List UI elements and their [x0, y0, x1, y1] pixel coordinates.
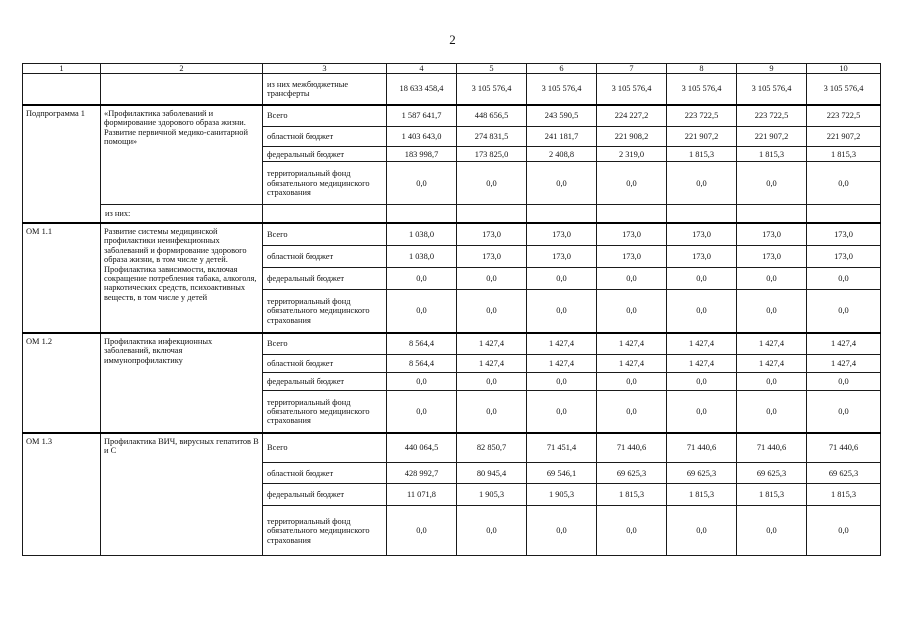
value-cell: 0,0	[387, 162, 457, 205]
value-cell: 69 625,3	[667, 463, 737, 484]
value-cell: 80 945,4	[457, 463, 527, 484]
funding-source-cell: Всего	[263, 333, 387, 355]
value-cell: 1 403 643,0	[387, 127, 457, 147]
value-cell: 8 564,4	[387, 333, 457, 355]
value-cell: 221 907,2	[807, 127, 881, 147]
value-cell: 69 546,1	[527, 463, 597, 484]
program-code-cell	[23, 74, 101, 105]
value-cell: 1 427,4	[527, 333, 597, 355]
empty-cell	[457, 205, 527, 223]
column-header: 8	[667, 64, 737, 74]
value-cell: 0,0	[667, 506, 737, 556]
value-cell: 1 815,3	[737, 484, 807, 506]
value-cell: 173,0	[457, 246, 527, 268]
value-cell: 223 722,5	[737, 105, 807, 127]
value-cell: 69 625,3	[597, 463, 667, 484]
value-cell: 1 427,4	[667, 333, 737, 355]
value-cell: 71 440,6	[807, 433, 881, 463]
value-cell: 1 427,4	[807, 355, 881, 373]
table-row	[23, 223, 881, 246]
value-cell: 3 105 576,4	[457, 74, 527, 105]
value-cell: 243 590,5	[527, 105, 597, 127]
column-header: 5	[457, 64, 527, 74]
value-cell: 1 815,3	[737, 147, 807, 162]
funding-source-cell: областной бюджет	[263, 127, 387, 147]
value-cell: 223 722,5	[667, 105, 737, 127]
value-cell: 0,0	[807, 268, 881, 290]
funding-source-cell: областной бюджет	[263, 246, 387, 268]
value-cell: 221 907,2	[667, 127, 737, 147]
program-name-cell: Развитие системы медицинской профилактики неинфекционных заболеваний и формирование здорового образа жизни, в том числе у детей. Профилактика зависимости, включая сокращение потребления табака, алкоголя, наркотических средств, психоактивных веществ, в том числе у детей	[101, 223, 263, 333]
value-cell: 1 815,3	[667, 484, 737, 506]
funding-source-cell: из них межбюджетные трансферты	[263, 74, 387, 105]
value-cell: 1 905,3	[457, 484, 527, 506]
subitems-label-row	[23, 205, 881, 223]
value-cell: 0,0	[527, 162, 597, 205]
value-cell: 0,0	[457, 373, 527, 391]
value-cell: 173,0	[527, 246, 597, 268]
value-cell: 0,0	[597, 162, 667, 205]
value-cell: 1 427,4	[807, 333, 881, 355]
program-code-cell: ОМ 1.1	[23, 223, 101, 333]
value-cell: 3 105 576,4	[807, 74, 881, 105]
column-header: 4	[387, 64, 457, 74]
value-cell: 3 105 576,4	[737, 74, 807, 105]
column-header: 1	[23, 64, 101, 74]
column-header: 6	[527, 64, 597, 74]
value-cell: 8 564,4	[387, 355, 457, 373]
funding-source-cell: Всего	[263, 433, 387, 463]
value-cell: 183 998,7	[387, 147, 457, 162]
value-cell: 82 850,7	[457, 433, 527, 463]
value-cell: 0,0	[807, 373, 881, 391]
table-row	[23, 433, 881, 463]
value-cell: 0,0	[737, 506, 807, 556]
program-code-cell: Подпрограмма 1	[23, 105, 101, 223]
value-cell: 0,0	[597, 290, 667, 333]
value-cell: 173,0	[667, 246, 737, 268]
value-cell: 173,0	[597, 223, 667, 246]
value-cell: 274 831,5	[457, 127, 527, 147]
value-cell: 428 992,7	[387, 463, 457, 484]
value-cell: 221 908,2	[597, 127, 667, 147]
value-cell: 0,0	[807, 162, 881, 205]
value-cell: 1 427,4	[457, 355, 527, 373]
value-cell: 0,0	[737, 268, 807, 290]
empty-cell	[263, 205, 387, 223]
page-number: 2	[449, 32, 456, 47]
value-cell: 0,0	[737, 373, 807, 391]
funding-source-cell: Всего	[263, 105, 387, 127]
value-cell: 11 071,8	[387, 484, 457, 506]
value-cell: 2 319,0	[597, 147, 667, 162]
value-cell: 1 815,3	[667, 147, 737, 162]
value-cell: 0,0	[527, 506, 597, 556]
value-cell: 1 905,3	[527, 484, 597, 506]
funding-source-cell: федеральный бюджет	[263, 268, 387, 290]
value-cell: 440 064,5	[387, 433, 457, 463]
value-cell: 1 427,4	[597, 355, 667, 373]
value-cell: 1 427,4	[457, 333, 527, 355]
empty-cell	[667, 205, 737, 223]
value-cell: 0,0	[807, 506, 881, 556]
empty-cell	[597, 205, 667, 223]
value-cell: 0,0	[597, 506, 667, 556]
program-code-cell: ОМ 1.3	[23, 433, 101, 556]
value-cell: 0,0	[597, 391, 667, 433]
column-header-row	[23, 64, 881, 74]
empty-cell	[527, 205, 597, 223]
value-cell: 0,0	[807, 290, 881, 333]
value-cell: 448 656,5	[457, 105, 527, 127]
value-cell: 71 440,6	[667, 433, 737, 463]
value-cell: 1 427,4	[527, 355, 597, 373]
column-header: 7	[597, 64, 667, 74]
value-cell: 173,0	[807, 246, 881, 268]
value-cell: 0,0	[387, 506, 457, 556]
empty-cell	[807, 205, 881, 223]
value-cell: 69 625,3	[807, 463, 881, 484]
funding-source-cell: федеральный бюджет	[263, 484, 387, 506]
value-cell: 0,0	[597, 268, 667, 290]
value-cell: 1 038,0	[387, 246, 457, 268]
value-cell: 0,0	[527, 373, 597, 391]
value-cell: 173,0	[457, 223, 527, 246]
column-header: 2	[101, 64, 263, 74]
funding-source-cell: областной бюджет	[263, 355, 387, 373]
value-cell: 0,0	[387, 391, 457, 433]
value-cell: 1 427,4	[597, 333, 667, 355]
column-header: 9	[737, 64, 807, 74]
value-cell: 71 440,6	[597, 433, 667, 463]
value-cell: 0,0	[527, 290, 597, 333]
value-cell: 0,0	[667, 162, 737, 205]
value-cell: 2 408,8	[527, 147, 597, 162]
value-cell: 3 105 576,4	[527, 74, 597, 105]
value-cell: 224 227,2	[597, 105, 667, 127]
value-cell: 0,0	[737, 391, 807, 433]
funding-source-cell: федеральный бюджет	[263, 147, 387, 162]
subitems-label: из них:	[101, 205, 263, 223]
value-cell: 0,0	[667, 391, 737, 433]
value-cell: 0,0	[807, 391, 881, 433]
value-cell: 0,0	[457, 162, 527, 205]
value-cell: 241 181,7	[527, 127, 597, 147]
funding-source-cell: территориальный фонд обязательного медицинского страхования	[263, 290, 387, 333]
empty-cell	[737, 205, 807, 223]
value-cell: 173,0	[667, 223, 737, 246]
value-cell: 173,0	[527, 223, 597, 246]
program-name-cell: Профилактика ВИЧ, вирусных гепатитов В и С	[101, 433, 263, 556]
value-cell: 173,0	[737, 246, 807, 268]
funding-source-cell: федеральный бюджет	[263, 373, 387, 391]
value-cell: 173,0	[737, 223, 807, 246]
value-cell: 1 815,3	[597, 484, 667, 506]
value-cell: 69 625,3	[737, 463, 807, 484]
funding-source-cell: территориальный фонд обязательного медицинского страхования	[263, 506, 387, 556]
value-cell: 173,0	[597, 246, 667, 268]
funding-source-cell: территориальный фонд обязательного медицинского страхования	[263, 162, 387, 205]
value-cell: 223 722,5	[807, 105, 881, 127]
value-cell: 0,0	[457, 391, 527, 433]
table-row	[23, 105, 881, 127]
funding-source-cell: территориальный фонд обязательного медицинского страхования	[263, 391, 387, 433]
value-cell: 0,0	[387, 268, 457, 290]
program-name-cell	[101, 74, 263, 105]
value-cell: 3 105 576,4	[667, 74, 737, 105]
value-cell: 0,0	[597, 373, 667, 391]
value-cell: 3 105 576,4	[597, 74, 667, 105]
value-cell: 18 633 458,4	[387, 74, 457, 105]
value-cell: 173,0	[807, 223, 881, 246]
value-cell: 1 427,4	[667, 355, 737, 373]
value-cell: 0,0	[667, 373, 737, 391]
value-cell: 0,0	[667, 290, 737, 333]
empty-cell	[387, 205, 457, 223]
program-name-cell: Профилактика инфекционных заболеваний, включая иммунопрофилактику	[101, 333, 263, 433]
value-cell: 0,0	[457, 290, 527, 333]
value-cell: 0,0	[457, 268, 527, 290]
value-cell: 1 427,4	[737, 355, 807, 373]
value-cell: 1 038,0	[387, 223, 457, 246]
value-cell: 0,0	[387, 290, 457, 333]
value-cell: 0,0	[737, 290, 807, 333]
value-cell: 0,0	[387, 373, 457, 391]
value-cell: 71 451,4	[527, 433, 597, 463]
program-code-cell: ОМ 1.2	[23, 333, 101, 433]
value-cell: 1 815,3	[807, 484, 881, 506]
value-cell: 1 587 641,7	[387, 105, 457, 127]
value-cell: 1 427,4	[737, 333, 807, 355]
column-header: 10	[807, 64, 881, 74]
value-cell: 0,0	[527, 268, 597, 290]
column-header: 3	[263, 64, 387, 74]
value-cell: 0,0	[667, 268, 737, 290]
table-row	[23, 74, 881, 105]
value-cell: 173 825,0	[457, 147, 527, 162]
value-cell: 71 440,6	[737, 433, 807, 463]
value-cell: 1 815,3	[807, 147, 881, 162]
value-cell: 0,0	[737, 162, 807, 205]
table-row	[23, 333, 881, 355]
funding-source-cell: Всего	[263, 223, 387, 246]
budget-table	[22, 63, 881, 556]
funding-source-cell: областной бюджет	[263, 463, 387, 484]
value-cell: 221 907,2	[737, 127, 807, 147]
program-name-cell: «Профилактика заболеваний и формирование здорового образа жизни. Развитие первичной медико-санитарной помощи»	[101, 105, 263, 205]
value-cell: 0,0	[457, 506, 527, 556]
value-cell: 0,0	[527, 391, 597, 433]
